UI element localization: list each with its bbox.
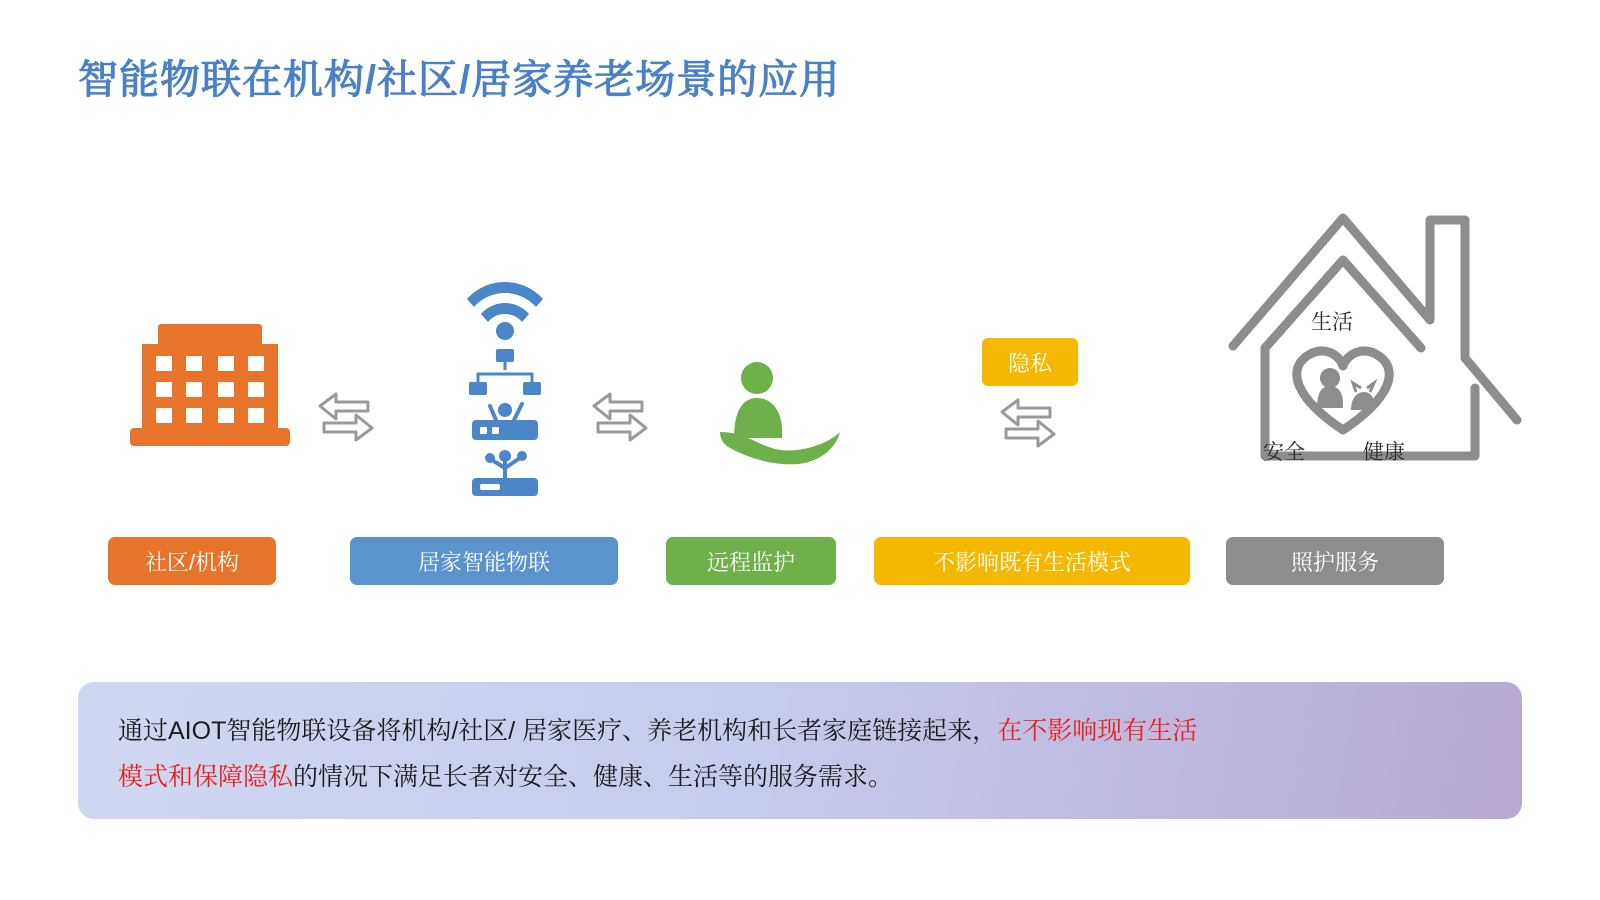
house-word-safety: 安全 [1263, 441, 1305, 464]
caption-line1-plain: 通过AIOT智能物联设备将机构/社区/ 居家医疗、养老机构和长者家庭链接起来， [118, 717, 998, 745]
caption-line2-highlight: 模式和保障隐私 [118, 763, 294, 792]
double-arrow-icon [592, 392, 648, 442]
building-base [130, 428, 290, 446]
network-icon [469, 349, 541, 395]
house-word-life: 生活 [1311, 311, 1353, 334]
building-window [218, 408, 234, 423]
building-window [156, 408, 172, 423]
building-icon [130, 318, 290, 446]
label-no-lifestyle-impact[interactable]: 不影响既有生活模式 [874, 537, 1190, 585]
caption-line2-plain: 的情况下满足长者对安全、健康、生活等的服务需求。 [293, 763, 894, 792]
caregiver-hand-icon [712, 360, 842, 470]
label-community-institution[interactable]: 社区/机构 [108, 537, 276, 585]
wifi-icon [467, 282, 543, 340]
double-arrow-icon [1000, 398, 1056, 448]
house-word-health: 健康 [1363, 441, 1405, 464]
building-window [186, 356, 202, 371]
privacy-tag-icon: 隐私 [982, 338, 1078, 386]
building-roof [158, 324, 262, 346]
building-window [248, 408, 264, 423]
building-window [248, 382, 264, 397]
building-body [142, 344, 278, 430]
label-care-service[interactable]: 照护服务 [1226, 537, 1444, 585]
building-window [248, 356, 264, 371]
iot-devices-icon [450, 270, 560, 510]
building-window [186, 382, 202, 397]
router-icon [472, 403, 538, 440]
building-window [156, 356, 172, 371]
caption-line1-highlight: 在不影响现有生活 [997, 717, 1198, 745]
usb-hub-icon [472, 450, 538, 496]
house-icon [1225, 198, 1525, 488]
building-window [156, 382, 172, 397]
label-home-iot[interactable]: 居家智能物联 [350, 537, 618, 585]
building-window [218, 382, 234, 397]
double-arrow-icon [318, 392, 374, 442]
building-window [186, 408, 202, 423]
summary-caption [78, 682, 1522, 819]
label-remote-care[interactable]: 远程监护 [666, 537, 836, 585]
building-window [218, 356, 234, 371]
page-title: 智能物联在机构/社区/居家养老场景的应用 [78, 58, 841, 102]
